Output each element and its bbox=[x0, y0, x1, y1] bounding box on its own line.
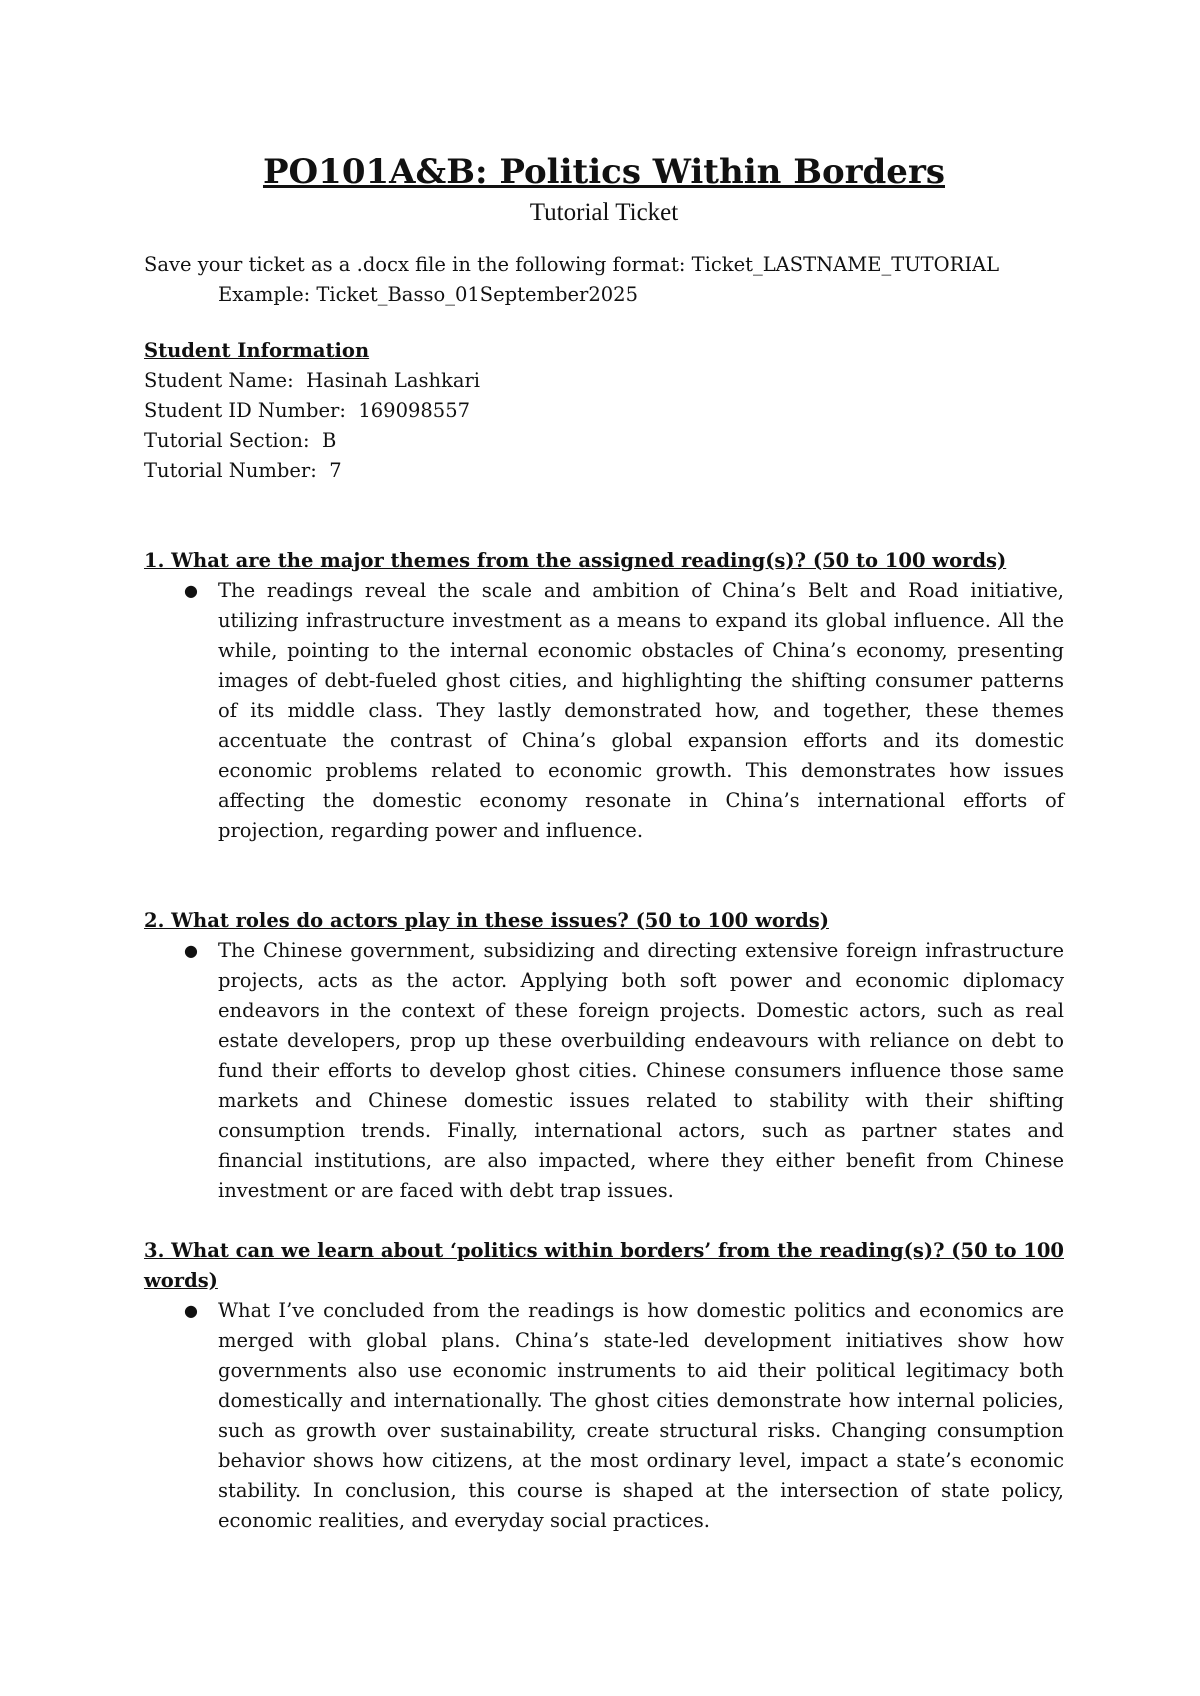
question-2 bbox=[144, 906, 1064, 1206]
student-info bbox=[144, 336, 1064, 486]
tutorial-number-value: 7 bbox=[329, 459, 342, 482]
student-name-value: Hasinah Lashkari bbox=[306, 369, 481, 392]
question-1-heading: 1. What are the major themes from the assigned reading(s)? (50 to 100 words) bbox=[144, 549, 1007, 572]
tutorial-section-label: Tutorial Section: bbox=[144, 429, 310, 452]
question-2-answer-item bbox=[144, 936, 1064, 1206]
student-name-label: Student Name: bbox=[144, 369, 294, 392]
tutorial-section-value: B bbox=[321, 429, 337, 452]
question-3-answer: What I’ve concluded from the readings is how domestic politics and economics are merged with global plans. China’s state-led development initiatives show how governments also use economic instruments to aid their political legitimacy both domestically and internationally. The ghost cities demonstrate how internal policies, such as growth over sustainability, create structural risks. Changing consumption behavior shows how citizens, at the most ordinary level, impact a state’s economic stability. In conclusion, this course is shaped at the intersection of state policy, economic realities, and everyday social practices. bbox=[218, 1299, 1064, 1532]
document-subtitle: Tutorial Ticket bbox=[529, 199, 679, 226]
student-name-row bbox=[144, 366, 1064, 396]
question-2-answer: The Chinese government, subsidizing and directing extensive foreign infrastructure projects, acts as the actor. Applying both soft power and economic diplomacy endeavors in the context of these foreign projects. Domestic actors, such as real estate developers, prop up these overbuilding endeavours with reliance on debt to fund their efforts to develop ghost cities. Chinese consumers influence those same markets and Chinese domestic issues related to stability with their shifting consumption trends. Finally, international actors, such as partner states and financial institutions, are also impacted, where they either benefit from Chinese investment or are faced with debt trap issues. bbox=[218, 939, 1064, 1202]
student-id-label: Student ID Number: bbox=[144, 399, 346, 422]
student-info-heading: Student Information bbox=[144, 339, 370, 362]
question-1 bbox=[144, 546, 1064, 846]
question-2-heading: 2. What roles do actors play in these issues? (50 to 100 words) bbox=[144, 909, 829, 932]
question-3-answer-item bbox=[144, 1296, 1064, 1536]
bullet-icon: ● bbox=[184, 941, 198, 960]
tutorial-section-row bbox=[144, 426, 1064, 456]
bullet-icon: ● bbox=[184, 1301, 198, 1320]
question-3-heading: 3. What can we learn about ‘politics within borders’ from the reading(s)? (50 to 100 words) bbox=[144, 1239, 1064, 1292]
tutorial-number-row bbox=[144, 456, 1064, 486]
document-title: PO101A&B: Politics Within Borders bbox=[262, 152, 945, 192]
bullet-icon: ● bbox=[184, 581, 198, 600]
student-id-row bbox=[144, 396, 1064, 426]
question-3 bbox=[144, 1236, 1064, 1536]
question-1-answer: The readings reveal the scale and ambition of China’s Belt and Road initiative, utilizing infrastructure investment as a means to expand its global influence. All the while, pointing to the internal economic obstacles of China’s economy, presenting images of debt-fueled ghost cities, and highlighting the shifting consumer patterns of its middle class. They lastly demonstrated how, and together, these themes accentuate the contrast of China’s global expansion efforts and its domestic economic problems related to economic growth. This demonstrates how issues affecting the domestic economy resonate in China’s international efforts of projection, regarding power and influence. bbox=[218, 579, 1064, 842]
instructions-line-2: Example: Ticket_Basso_01September2025 bbox=[218, 283, 638, 306]
tutorial-number-label: Tutorial Number: bbox=[144, 459, 317, 482]
instructions bbox=[144, 250, 1064, 310]
question-1-answer-item bbox=[144, 576, 1064, 846]
instructions-line-1: Save your ticket as a .docx file in the following format: Ticket_LASTNAME_TUTORIAL bbox=[144, 253, 1000, 276]
student-id-value: 169098557 bbox=[358, 399, 471, 422]
